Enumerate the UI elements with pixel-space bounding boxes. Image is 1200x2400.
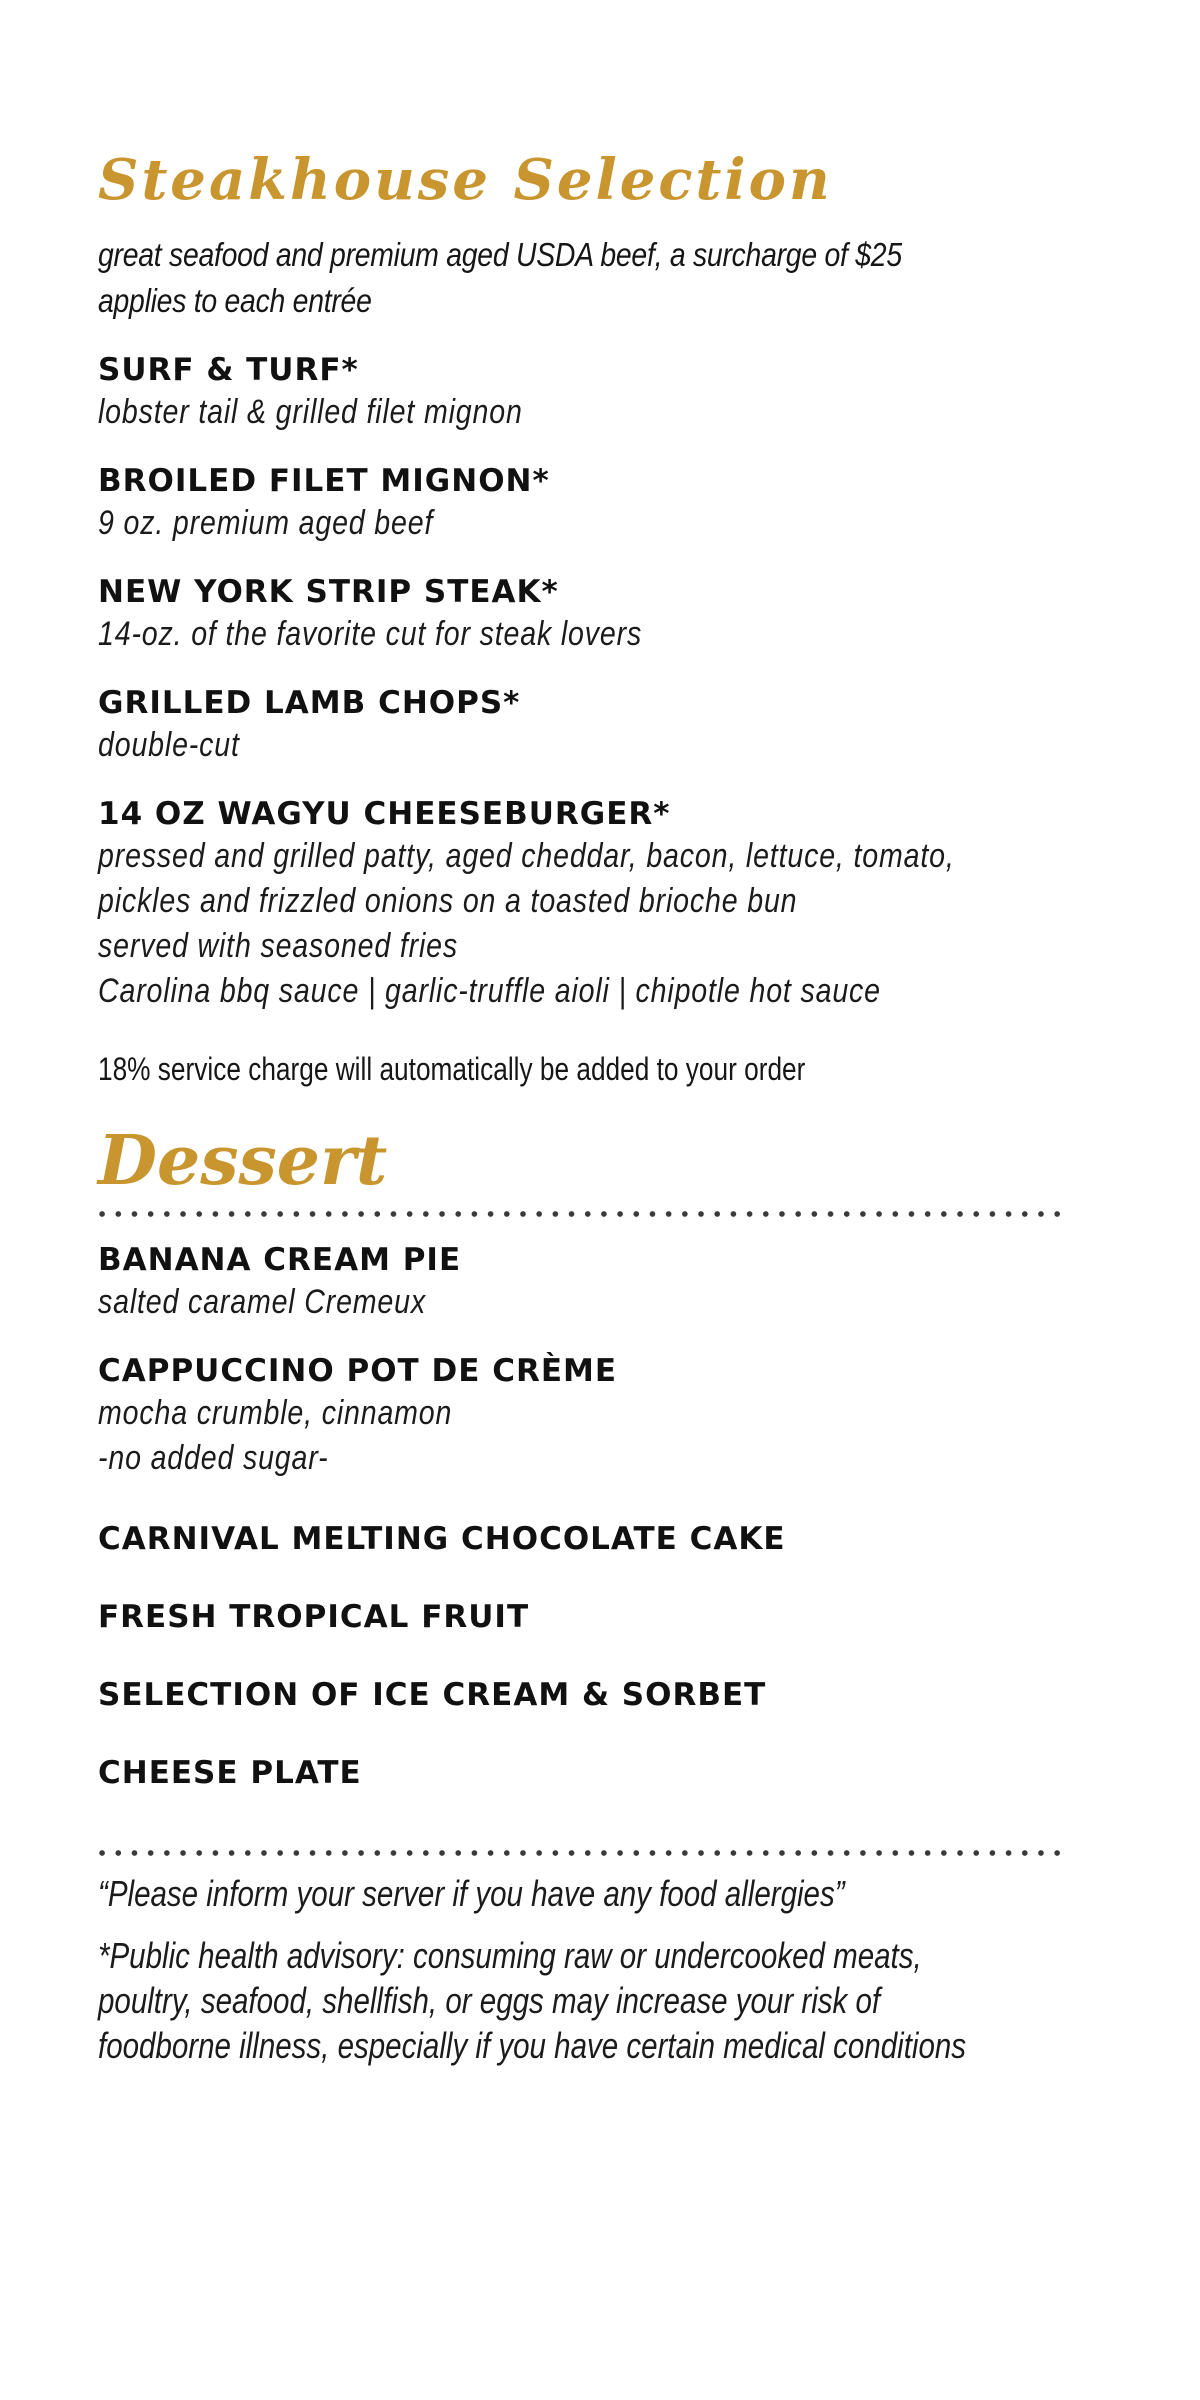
menu-item-tropical-fruit [98, 1597, 1078, 1637]
menu-item-strip-steak [98, 572, 1078, 657]
steakhouse-intro-line: applies to each entrée [98, 281, 372, 319]
item-description: mocha crumble, cinnamon [98, 1394, 453, 1433]
item-description: 9 oz. premium aged beef [98, 503, 434, 542]
menu-item-chocolate-cake [98, 1519, 1078, 1559]
menu-item-cappuccino-pot-de-creme [98, 1351, 1078, 1481]
item-name: CHEESE PLATE [98, 1755, 362, 1792]
allergy-note: “Please inform your server if you have any food allergies” [98, 1873, 845, 1915]
item-description: Carolina bbq sauce | garlic-truffle aioli | chipotle hot sauce [98, 971, 881, 1010]
advisory-line: foodborne illness, especially if you have certain medical conditions [98, 2025, 967, 2067]
item-name: NEW YORK STRIP STEAK* [98, 573, 559, 610]
advisory-line: poultry, seafood, shellfish, or eggs may increase your risk of [98, 1980, 881, 2022]
item-name: GRILLED LAMB CHOPS* [98, 684, 521, 721]
item-name: BROILED FILET MIGNON* [98, 462, 550, 499]
dotted-divider [94, 1210, 1066, 1218]
menu-item-banana-cream-pie [98, 1240, 1078, 1325]
public-health-advisory [98, 1933, 1078, 2068]
menu-item-lamb-chops [98, 683, 1078, 768]
menu-item-cheese-plate [98, 1753, 1078, 1793]
item-description: pressed and grilled patty, aged cheddar, bacon, lettuce, tomato, [98, 836, 955, 875]
steakhouse-title: Steakhouse Selection [98, 147, 833, 213]
menu-item-wagyu-cheeseburger [98, 794, 1078, 1014]
menu-page [98, 147, 1078, 2068]
item-description: double-cut [98, 725, 240, 764]
item-name: CAPPUCCINO POT DE CRÈME [98, 1353, 618, 1390]
item-description: pickles and frizzled onions on a toasted brioche bun [98, 881, 798, 920]
item-name: SELECTION OF ICE CREAM & SORBET [98, 1677, 767, 1714]
dotted-divider [94, 1849, 1066, 1857]
item-name: CARNIVAL MELTING CHOCOLATE CAKE [98, 1521, 786, 1558]
item-name: SURF & TURF* [98, 351, 359, 388]
dessert-title: Dessert [98, 1120, 388, 1201]
item-name: 14 OZ WAGYU CHEESEBURGER* [98, 795, 671, 832]
advisory-line: *Public health advisory: consuming raw or undercooked meats, [98, 1935, 922, 1977]
item-name: BANANA CREAM PIE [98, 1242, 462, 1279]
item-description: served with seasoned fries [98, 926, 458, 965]
menu-item-filet-mignon [98, 461, 1078, 546]
item-name: FRESH TROPICAL FRUIT [98, 1599, 530, 1636]
service-charge-note: 18% service charge will automatically be added to your order [98, 1050, 806, 1087]
item-description: lobster tail & grilled filet mignon [98, 392, 523, 431]
steakhouse-intro-line: great seafood and premium aged USDA beef, a surcharge of $25 [98, 235, 902, 273]
item-description: salted caramel Cremeux [98, 1283, 427, 1322]
menu-item-ice-cream-sorbet [98, 1675, 1078, 1715]
steakhouse-intro [98, 232, 1076, 324]
item-description: -no added sugar- [98, 1439, 329, 1478]
item-description: 14-oz. of the favorite cut for steak lovers [98, 614, 643, 653]
menu-item-surf-and-turf [98, 350, 1078, 435]
